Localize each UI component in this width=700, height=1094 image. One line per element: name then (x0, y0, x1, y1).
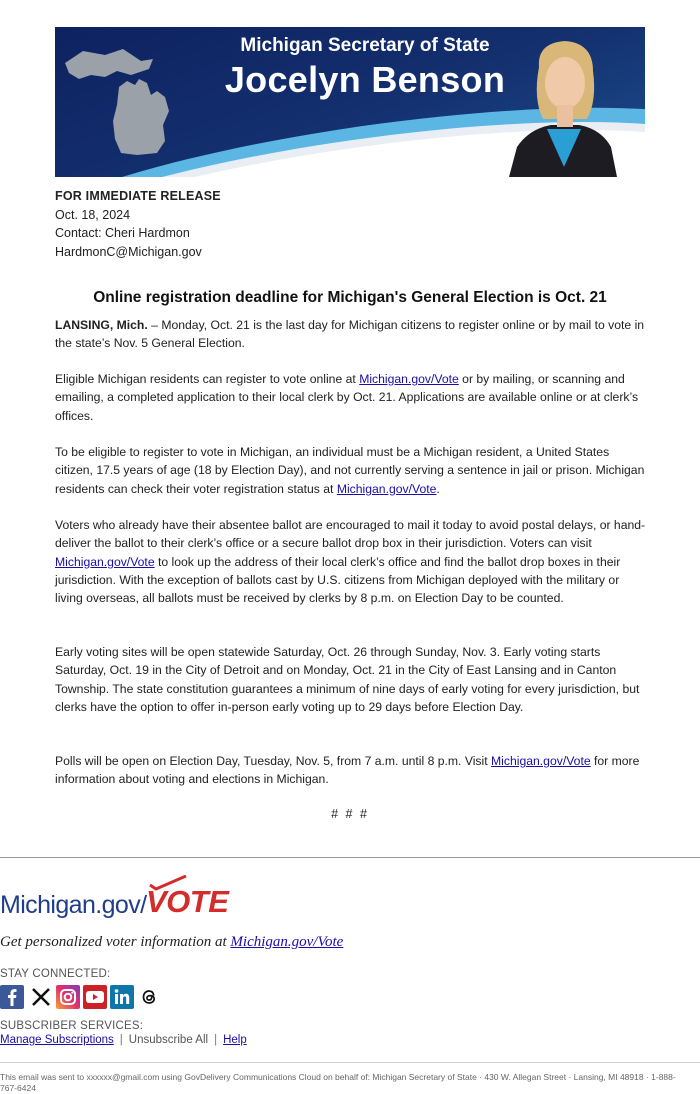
subscriber-services-label: SUBSCRIBER SERVICES: (0, 1020, 144, 1032)
release-info (55, 187, 221, 261)
paragraph-text: Early voting sites will be open statewide Saturday, Oct. 26 through Sunday, Nov. 3. Early voting starts Saturday, Oct. 19 in the City of Detroit and on Monday, Oct. 21 in the City of East Lansing and in Canton Township. The state constitution guarantees a minimum of nine days of early voting for every jurisdiction, but clerks have the option to offer in-person early voting up to 29 days before Election Day. (55, 645, 640, 714)
paragraph-text: To be eligible to register to vote in Michigan, an individual must be a Michigan resident, a United States citizen, 17.5 years of age (18 by Election Day), and not currently serving a sentence in jail or prison. Michigan residents can check their voter registration status at (55, 445, 645, 496)
paragraph-text: Polls will be open on Election Day, Tuesday, Nov. 5, from 7 a.m. until 8 p.m. Visit (55, 754, 492, 768)
separator: | (119, 1034, 123, 1046)
banner-title: Jocelyn Benson (224, 59, 506, 100)
logo-vote-text: VOTE (146, 884, 229, 919)
paragraph-text: to look up the address of their local clerk’s office and find the ballot drop boxes in their jurisdiction. With the exception of ballots cast by U.S. citizens from Michigan deployed with the military or living overseas, all ballots must be received by clerks by 8 p.m. on Election Day to be counted. (55, 554, 621, 606)
michigan-map-icon (61, 41, 191, 161)
paragraph-text: or by mailing, or scanning and emailing, a completed application to their local clerk by Oct. 21. Applications are available online or at clerk’s offices. (55, 372, 639, 423)
facebook-icon[interactable] (0, 985, 24, 1009)
paragraph-text: for more information about voting and elections in Michigan. (55, 754, 640, 787)
vote-link[interactable]: Michigan.gov/Vote (336, 481, 437, 496)
separator: | (214, 1034, 218, 1046)
vote-link[interactable]: Michigan.gov/Vote (491, 754, 591, 768)
press-release-headline: Online registration deadline for Michigan's General Election is Oct. 21 (93, 289, 607, 306)
unsubscribe-all-link[interactable]: Unsubscribe All (128, 1034, 209, 1046)
vote-link[interactable]: Michigan.gov/Vote (230, 934, 344, 950)
portrait-image (489, 37, 639, 177)
vote-link[interactable]: Michigan.gov/Vote (55, 554, 155, 569)
paragraph-1 (55, 316, 647, 353)
header-banner (55, 27, 645, 177)
subscriber-links (0, 1034, 247, 1046)
vote-link[interactable]: Michigan.gov/Vote (359, 372, 459, 386)
linkedin-icon[interactable] (110, 985, 134, 1009)
paragraph-6 (55, 752, 647, 789)
paragraph-3 (55, 443, 647, 498)
fine-print-divider (0, 1062, 700, 1063)
youtube-icon[interactable] (83, 985, 107, 1009)
personalized-info (0, 934, 343, 951)
paragraph-2 (55, 370, 647, 425)
manage-subscriptions-link[interactable]: Manage Subscriptions (0, 1034, 114, 1046)
dateline: LANSING, Mich. (55, 318, 148, 332)
end-mark: # # # (331, 807, 369, 821)
paragraph-text: . (436, 481, 440, 496)
contact-email: HardmonC@Michigan.gov (55, 244, 202, 259)
release-date: Oct. 18, 2024 (55, 207, 131, 222)
stay-connected-label: STAY CONNECTED: (0, 968, 111, 980)
personalized-info-text: Get personalized voter information at (0, 934, 231, 950)
paragraph-text: Eligible Michigan residents can register to vote online at (55, 372, 360, 386)
paragraph-4 (55, 516, 647, 607)
fine-print: This email was sent to xxxxxx@gmail.com using GovDelivery Communications Cloud on behalf of: Michigan Secretary of State · 430 W. Allegan Street · Lansing, MI 48918 · 1-888-767-6424 (0, 1072, 676, 1093)
footer-divider (0, 857, 700, 858)
paragraph-text: Voters who already have their absentee ballot are encouraged to mail it today to avoid postal delays, or hand-deliver the ballot to their clerk’s office or a secure ballot drop box in their jurisdiction. Voters can visit (55, 518, 646, 551)
contact-name: Contact: Cheri Hardmon (55, 226, 190, 240)
x-icon[interactable] (29, 985, 53, 1009)
banner-subtitle: Michigan Secretary of State (240, 35, 490, 56)
logo-michigan-text: Michigan.gov/ (0, 891, 147, 919)
release-label: FOR IMMEDIATE RELEASE (55, 189, 221, 203)
paragraph-text: – Monday, Oct. 21 is the last day for Michigan citizens to register online or by mail to vote in the state’s Nov. 5 General Election. (55, 318, 645, 351)
help-link[interactable]: Help (223, 1034, 247, 1046)
paragraph-5 (55, 643, 647, 716)
instagram-icon[interactable] (56, 985, 80, 1009)
threads-icon[interactable] (137, 985, 161, 1009)
